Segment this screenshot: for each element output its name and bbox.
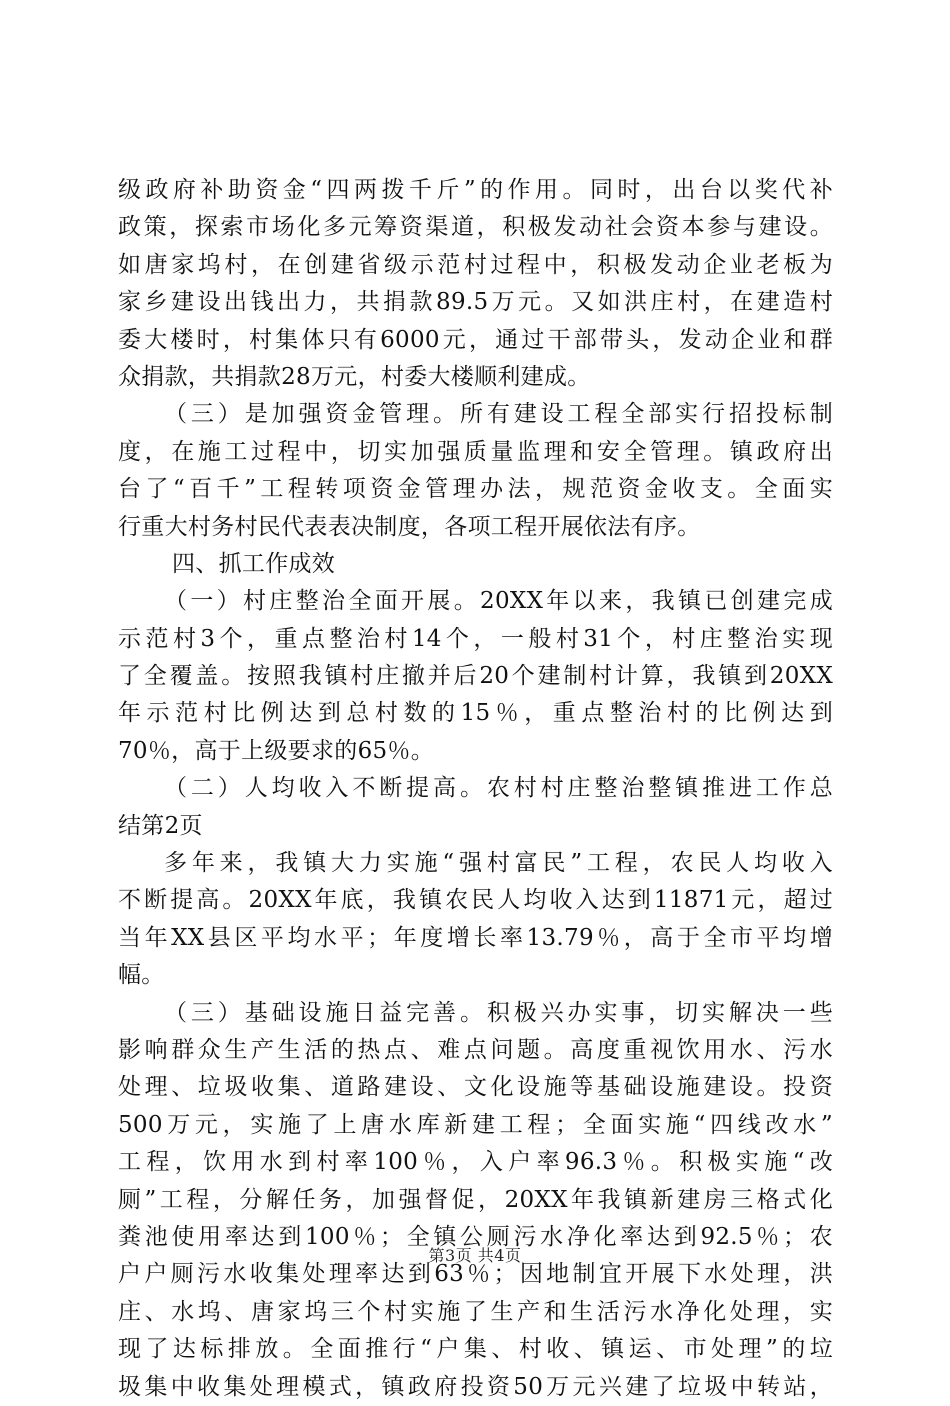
text-line: 幅。 bbox=[118, 962, 165, 989]
text-line: 多年来，我镇大力实施“强村富民”工程，农民人均收入 bbox=[164, 850, 833, 877]
text-line: 家乡建设出钱出力，共捐款89.5万元。又如洪庄村，在建造村 bbox=[118, 289, 833, 316]
text-line: 如唐家坞村，在创建省级示范村过程中，积极发动企业老板为 bbox=[118, 251, 833, 278]
text-line: 户户厕污水收集处理率达到63％；因地制宜开展下水处理，洪 bbox=[118, 1261, 833, 1288]
text-line: 影响群众生产生活的热点、难点问题。高度重视饮用水、污水 bbox=[118, 1036, 833, 1063]
text-line: 粪池使用率达到100％；全镇公厕污水净化率达到92.5％；农 bbox=[118, 1223, 833, 1250]
text-line: 500万元，实施了上唐水库新建工程；全面实施“四线改水” bbox=[118, 1111, 833, 1138]
text-line: （二）人均收入不断提高。农村村庄整治整镇推进工作总 bbox=[164, 775, 833, 802]
text-line: 圾集中收集处理模式，镇政府投资50万元兴建了垃圾中转站， bbox=[118, 1373, 833, 1400]
text-line: 年示范村比例达到总村数的15％，重点整治村的比例达到 bbox=[118, 700, 833, 727]
text-line: 台了“百千”工程转项资金管理办法，规范资金收支。全面实 bbox=[118, 476, 833, 503]
text-line: 处理、垃圾收集、道路建设、文化设施等基础设施建设。投资 bbox=[118, 1074, 833, 1101]
text-line: 70％，高于上级要求的65％。 bbox=[118, 737, 435, 764]
text-line: 度，在施工过程中，切实加强质量监理和安全管理。镇政府出 bbox=[118, 438, 833, 465]
text-line: （三）基础设施日益完善。积极兴办实事，切实解决一些 bbox=[164, 999, 833, 1026]
text-line: 示范村3个，重点整治村14个，一般村31个，村庄整治实现 bbox=[118, 625, 833, 652]
page-number-footer: 第3页 共4页 bbox=[428, 1246, 522, 1265]
text-line: 政策，探索市场化多元筹资渠道，积极发动社会资本参与建设。 bbox=[118, 214, 833, 241]
text-line: （三）是加强资金管理。所有建设工程全部实行招投标制 bbox=[164, 401, 833, 428]
text-line: 现了达标排放。全面推行“户集、村收、镇运、市处理”的垃 bbox=[118, 1336, 833, 1363]
text-line: 工程，饮用水到村率100％，入户率96.3％。积极实施“改 bbox=[118, 1149, 833, 1176]
text-line: 委大楼时，村集体只有6000元，通过干部带头，发动企业和群 bbox=[118, 326, 833, 353]
text-line: 结第2页 bbox=[118, 812, 203, 839]
text-line: 当年XX县区平均水平；年度增长率13.79％，高于全市平均增 bbox=[118, 924, 833, 951]
text-line: 不断提高。20XX年底，我镇农民人均收入达到11871元，超过 bbox=[118, 887, 833, 914]
text-line: （一）村庄整治全面开展。20XX年以来，我镇已创建完成 bbox=[164, 588, 833, 615]
text-line: 行重大村务村民代表表决制度，各项工程开展依法有序。 bbox=[118, 513, 701, 540]
text-line: 厕”工程，分解任务，加强督促，20XX年我镇新建房三格式化 bbox=[118, 1186, 833, 1213]
text-line: 了全覆盖。按照我镇村庄撤并后20个建制村计算，我镇到20XX bbox=[118, 663, 833, 690]
section-heading: 四、抓工作成效 bbox=[172, 550, 336, 577]
text-line: 级政府补助资金“四两拨千斤”的作用。同时，出台以奖代补 bbox=[118, 177, 833, 203]
text-line: 庄、水坞、唐家坞三个村实施了生产和生活污水净化处理，实 bbox=[118, 1298, 833, 1325]
document-body bbox=[118, 172, 833, 1406]
text-line: 众捐款，共捐款28万元，村委大楼顺利建成。 bbox=[118, 363, 591, 390]
